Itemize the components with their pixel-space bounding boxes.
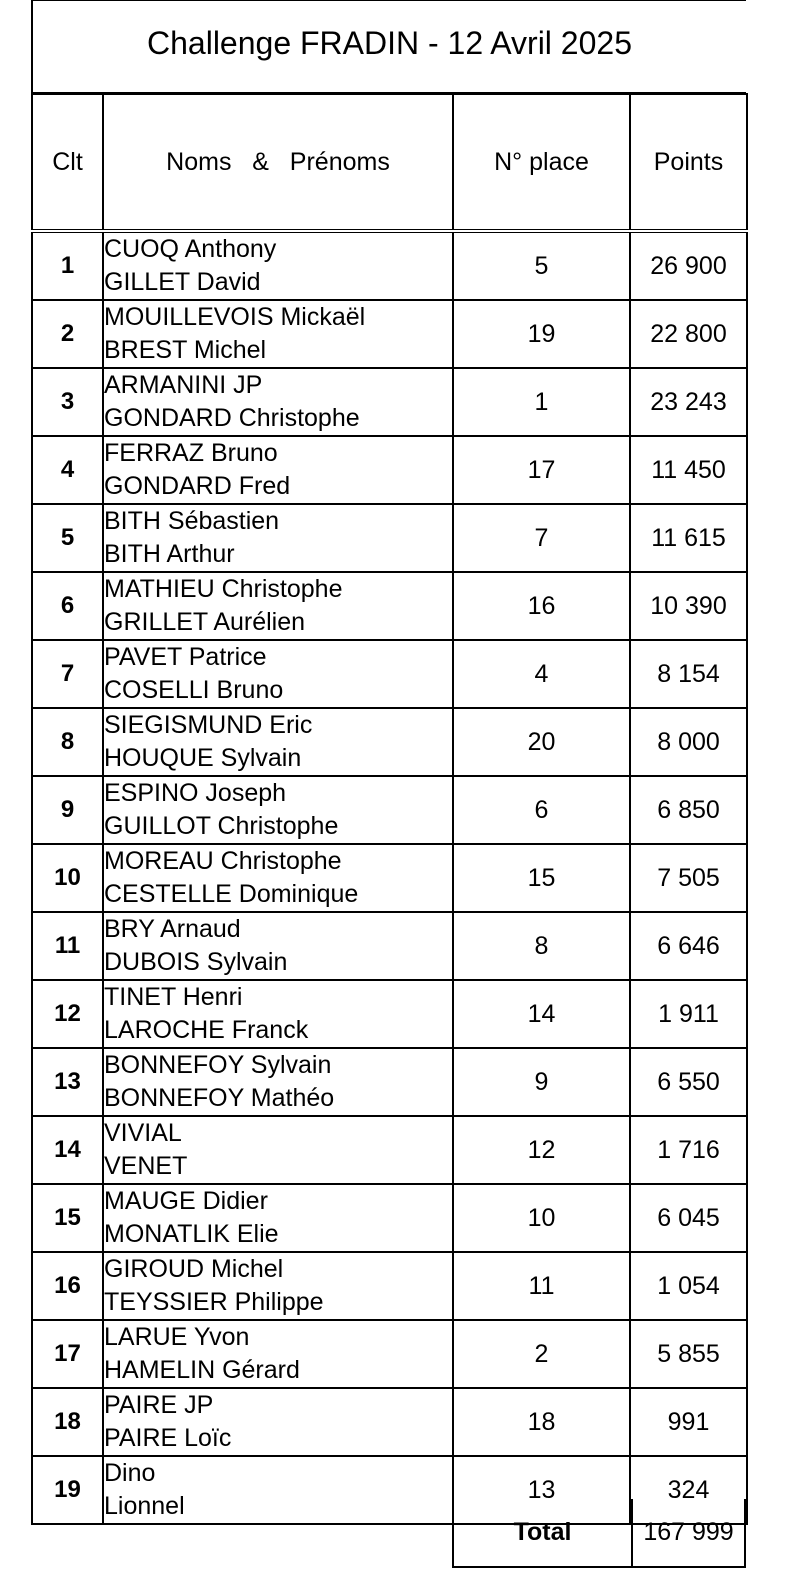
player-name-2: HAMELIN Gérard xyxy=(104,1356,300,1384)
rank-cell: 3 xyxy=(32,368,103,436)
place-cell: 6 xyxy=(453,776,630,844)
rank-cell: 18 xyxy=(32,1388,103,1456)
points-cell: 6 045 xyxy=(630,1184,747,1252)
player-name-1: LARUE Yvon xyxy=(104,1323,250,1351)
player-name-1: TINET Henri xyxy=(104,983,243,1011)
names-cell xyxy=(103,1252,453,1320)
points-cell: 23 243 xyxy=(630,368,747,436)
points-cell: 11 450 xyxy=(630,436,747,504)
table-row xyxy=(32,1252,747,1320)
table-row xyxy=(32,436,747,504)
place-cell: 18 xyxy=(453,1388,630,1456)
player-name-2: GUILLOT Christophe xyxy=(104,812,339,840)
player-name-1: ESPINO Joseph xyxy=(104,779,287,807)
points-cell: 11 615 xyxy=(630,504,747,572)
total-label: Total xyxy=(454,1499,633,1566)
place-cell: 12 xyxy=(453,1116,630,1184)
names-cell xyxy=(103,231,453,300)
player-name-2: COSELLI Bruno xyxy=(104,676,284,704)
table-row xyxy=(32,1320,747,1388)
player-name-2: PAIRE Loïc xyxy=(104,1424,232,1452)
player-name-2: CESTELLE Dominique xyxy=(104,880,359,908)
rank-cell: 9 xyxy=(32,776,103,844)
place-cell: 15 xyxy=(453,844,630,912)
rank-cell: 7 xyxy=(32,640,103,708)
results-body xyxy=(32,231,747,1524)
points-cell: 1 716 xyxy=(630,1116,747,1184)
place-cell: 7 xyxy=(453,504,630,572)
player-name-1: BONNEFOY Sylvain xyxy=(104,1051,332,1079)
points-cell: 7 505 xyxy=(630,844,747,912)
names-cell xyxy=(103,980,453,1048)
table-row xyxy=(32,1048,747,1116)
points-cell: 1 054 xyxy=(630,1252,747,1320)
player-name-2: MONATLIK Elie xyxy=(104,1220,279,1248)
player-name-2: HOUQUE Sylvain xyxy=(104,744,302,772)
player-name-2: DUBOIS Sylvain xyxy=(104,948,288,976)
header-rank: Clt xyxy=(32,94,103,231)
names-cell xyxy=(103,776,453,844)
table-row xyxy=(32,1388,747,1456)
table-row xyxy=(32,776,747,844)
rank-cell: 17 xyxy=(32,1320,103,1388)
names-cell xyxy=(103,912,453,980)
rank-cell: 13 xyxy=(32,1048,103,1116)
player-name-1: VIVIAL xyxy=(104,1119,182,1147)
points-cell: 991 xyxy=(630,1388,747,1456)
names-cell xyxy=(103,640,453,708)
names-cell xyxy=(103,572,453,640)
table-row xyxy=(32,1116,747,1184)
header-row xyxy=(32,94,747,231)
place-cell: 17 xyxy=(453,436,630,504)
page-title: Challenge FRADIN - 12 Avril 2025 xyxy=(147,25,632,61)
player-name-2: VENET xyxy=(104,1152,188,1180)
names-cell xyxy=(103,1116,453,1184)
rank-cell: 16 xyxy=(32,1252,103,1320)
player-name-2: GONDARD Christophe xyxy=(104,404,360,432)
place-cell: 16 xyxy=(453,572,630,640)
table-row xyxy=(32,300,747,368)
place-cell: 1 xyxy=(453,368,630,436)
names-cell xyxy=(103,1048,453,1116)
place-cell: 9 xyxy=(453,1048,630,1116)
points-cell: 324 xyxy=(630,1456,747,1524)
header-place: N° place xyxy=(453,94,630,231)
rank-cell: 10 xyxy=(32,844,103,912)
points-cell: 6 850 xyxy=(630,776,747,844)
names-cell xyxy=(103,368,453,436)
place-cell: 5 xyxy=(453,231,630,300)
names-cell xyxy=(103,708,453,776)
points-cell: 6 550 xyxy=(630,1048,747,1116)
player-name-1: BITH Sébastien xyxy=(104,507,280,535)
player-name-1: PAVET Patrice xyxy=(104,643,267,671)
header-points: Points xyxy=(630,94,747,231)
rank-cell: 4 xyxy=(32,436,103,504)
table-row xyxy=(32,231,747,300)
rank-cell: 19 xyxy=(32,1456,103,1524)
player-name-1: BRY Arnaud xyxy=(104,915,241,943)
rank-cell: 1 xyxy=(32,231,103,300)
points-cell: 1 911 xyxy=(630,980,747,1048)
place-cell: 14 xyxy=(453,980,630,1048)
table-row xyxy=(32,844,747,912)
names-cell xyxy=(103,300,453,368)
player-name-2: BREST Michel xyxy=(104,336,267,364)
names-cell xyxy=(103,1184,453,1252)
player-name-1: MATHIEU Christophe xyxy=(104,575,343,603)
total-value: 167 999 xyxy=(643,1518,734,1546)
player-name-2: BITH Arthur xyxy=(104,540,235,568)
place-cell: 2 xyxy=(453,1320,630,1388)
place-cell: 19 xyxy=(453,300,630,368)
player-name-1: SIEGISMUND Eric xyxy=(104,711,313,739)
table-row xyxy=(32,368,747,436)
points-cell: 8 154 xyxy=(630,640,747,708)
place-cell: 10 xyxy=(453,1184,630,1252)
header-names: Noms & Prénoms xyxy=(103,94,453,231)
table-row xyxy=(32,1184,747,1252)
player-name-1: ARMANINI JP xyxy=(104,371,263,399)
table-row xyxy=(32,504,747,572)
player-name-1: MOUILLEVOIS Mickaël xyxy=(104,303,366,331)
table-row xyxy=(32,640,747,708)
table-row xyxy=(32,708,747,776)
points-cell: 8 000 xyxy=(630,708,747,776)
rank-cell: 15 xyxy=(32,1184,103,1252)
place-cell: 13 xyxy=(453,1456,630,1524)
player-name-2: TEYSSIER Philippe xyxy=(104,1288,324,1316)
player-name-2: LAROCHE Franck xyxy=(104,1016,309,1044)
rank-cell: 14 xyxy=(32,1116,103,1184)
results-table xyxy=(31,93,748,1525)
player-name-1: CUOQ Anthony xyxy=(104,235,277,263)
table-row xyxy=(32,980,747,1048)
title-box xyxy=(31,0,746,94)
player-name-1: MAUGE Didier xyxy=(104,1187,268,1215)
player-name-2: BONNEFOY Mathéo xyxy=(104,1084,335,1112)
player-name-2: GONDARD Fred xyxy=(104,472,291,500)
points-cell: 6 646 xyxy=(630,912,747,980)
place-cell: 8 xyxy=(453,912,630,980)
place-cell: 11 xyxy=(453,1252,630,1320)
names-cell xyxy=(103,1388,453,1456)
names-cell xyxy=(103,504,453,572)
player-name-1: FERRAZ Bruno xyxy=(104,439,278,467)
names-cell xyxy=(103,436,453,504)
rank-cell: 12 xyxy=(32,980,103,1048)
player-name-1: PAIRE JP xyxy=(104,1391,214,1419)
rank-cell: 5 xyxy=(32,504,103,572)
total-row xyxy=(452,1499,746,1568)
points-cell: 5 855 xyxy=(630,1320,747,1388)
rank-cell: 11 xyxy=(32,912,103,980)
points-cell: 22 800 xyxy=(630,300,747,368)
points-cell: 26 900 xyxy=(630,231,747,300)
names-cell xyxy=(103,1320,453,1388)
rank-cell: 8 xyxy=(32,708,103,776)
names-cell xyxy=(103,844,453,912)
player-name-2: GILLET David xyxy=(104,268,261,296)
names-cell xyxy=(103,1456,453,1524)
points-cell: 10 390 xyxy=(630,572,747,640)
rank-cell: 6 xyxy=(32,572,103,640)
place-cell: 4 xyxy=(453,640,630,708)
player-name-2: GRILLET Aurélien xyxy=(104,608,306,636)
player-name-1: GIROUD Michel xyxy=(104,1255,284,1283)
player-name-2: Lionnel xyxy=(104,1492,185,1520)
place-cell: 20 xyxy=(453,708,630,776)
rank-cell: 2 xyxy=(32,300,103,368)
table-row xyxy=(32,572,747,640)
player-name-1: Dino xyxy=(104,1459,156,1487)
table-row xyxy=(32,912,747,980)
player-name-1: MOREAU Christophe xyxy=(104,847,342,875)
